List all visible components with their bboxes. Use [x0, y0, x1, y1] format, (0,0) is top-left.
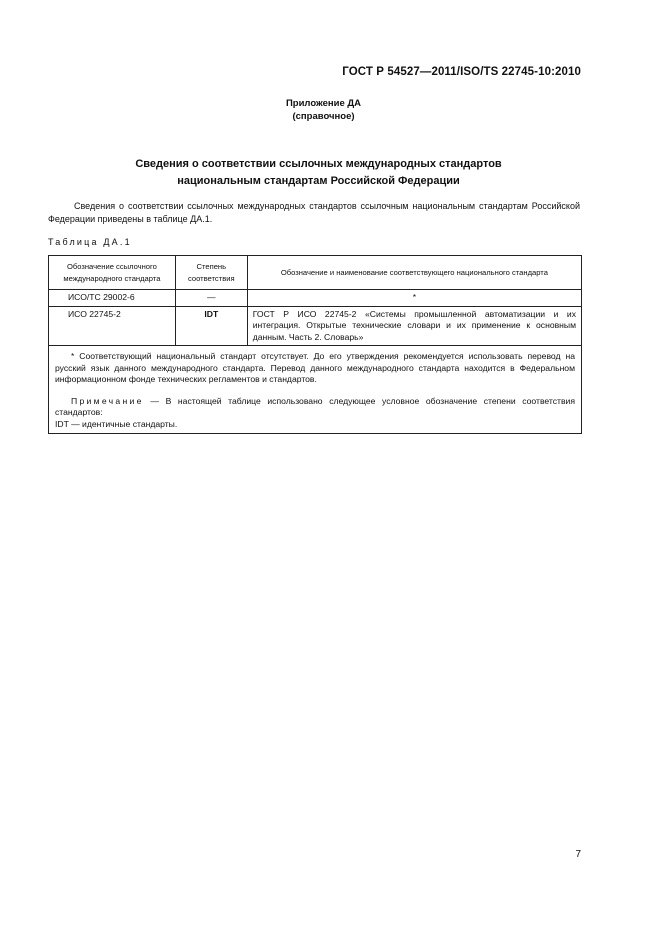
section-title-line-1: Сведения о соответствии ссылочных международных стандартов	[135, 158, 502, 170]
cell-intl-standard: ИСО/ТС 29002-6	[49, 290, 176, 307]
cell-degree: IDT	[175, 306, 247, 346]
document-code: ГОСТ Р 54527—2011/ISO/TS 22745-10:2010	[342, 66, 581, 78]
header-degree: Степень соответствия	[175, 256, 247, 290]
section-title-line-2: национальным стандартам Российской Федерации	[177, 175, 460, 187]
table-footnote-row	[49, 346, 582, 434]
cell-national-standard: ГОСТ Р ИСО 22745-2 «Системы промышленной автоматизации и их интеграция. Открытые технические словари и их применение к основным данным. Часть 2. Словарь»	[247, 306, 581, 346]
table-row	[49, 306, 582, 346]
annex-type: (справочное)	[292, 111, 355, 122]
table-row	[49, 290, 582, 307]
cell-national-standard: *	[247, 290, 581, 307]
note-text: — В настоящей таблице использовано следующее условное обозначение степени соответствия стандартов:	[55, 395, 575, 417]
footnote-cell	[49, 346, 582, 434]
header-intl-standard: Обозначение ссылочного международного стандарта	[49, 256, 176, 290]
page-number: 7	[575, 849, 581, 860]
correspondence-table	[48, 255, 582, 434]
annex-title: Приложение ДА	[285, 98, 362, 109]
table-label: Таблица ДА.1	[48, 237, 132, 247]
cell-intl-standard: ИСО 22745-2	[49, 306, 176, 346]
cell-degree: —	[175, 290, 247, 307]
intro-paragraph: Сведения о соответствии ссылочных международных стандартов ссылочным национальным стандартам Российской Федерации приведены в таблице ДА.1.	[48, 201, 580, 224]
note-item: IDT — идентичные стандарты.	[55, 418, 178, 429]
note-heading: Примечание	[71, 395, 144, 406]
table-header-row	[49, 256, 582, 290]
footnote-text: * Соответствующий национальный стандарт отсутствует. До его утверждения рекомендуется использовать перевод на русский язык данного международного стандарта. Перевод данного международного стандарта находится в Федеральном информационном фонде технических регламентов и стандартов.	[55, 351, 575, 384]
header-national-standard: Обозначение и наименование соответствующего национального стандарта	[247, 256, 581, 290]
note-paragraph	[55, 396, 575, 419]
